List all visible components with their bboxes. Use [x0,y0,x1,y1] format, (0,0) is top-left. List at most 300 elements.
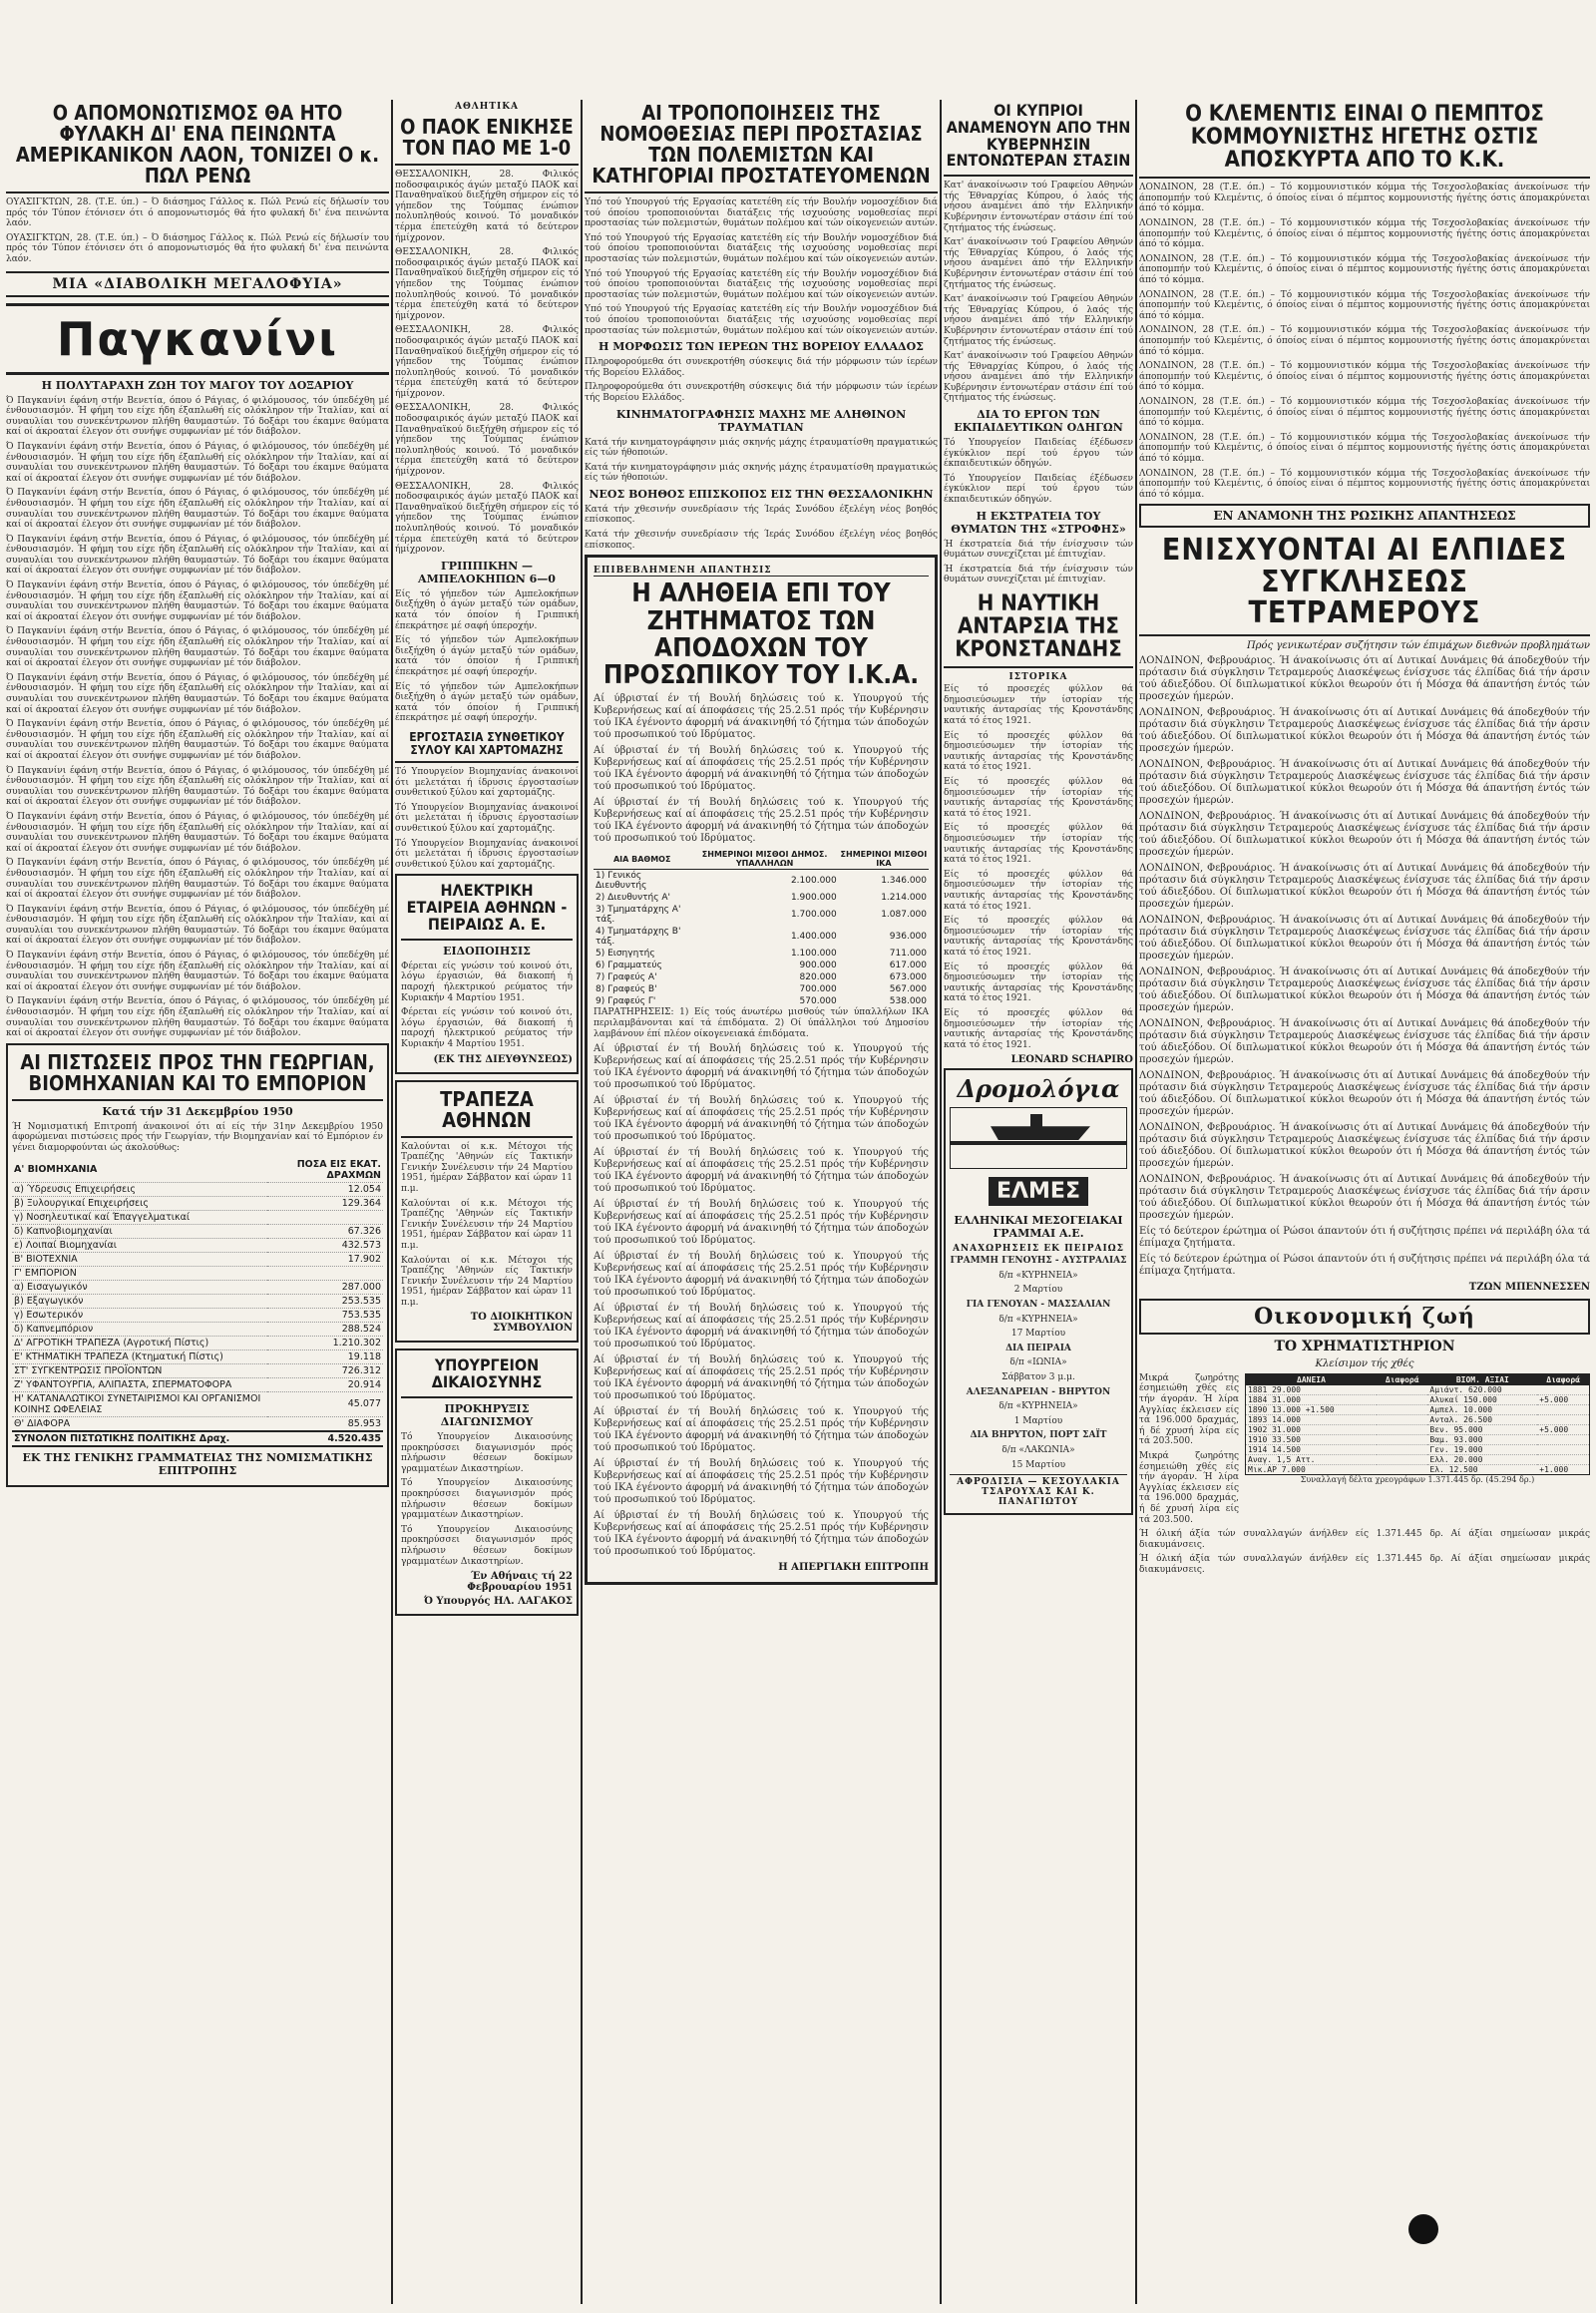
market-cell [1537,1444,1589,1454]
wage-value: 1.700.000 [790,910,837,921]
table-row [12,1391,383,1416]
column-rule [940,100,942,2304]
table-row [1246,1434,1590,1444]
ika-text: Αί ύβρισταί έν τή Βουλή δηλώσεις τού κ. Υπουργού τής Κυβερνήσεως καί αί άποφάσεις τής 25.2.51 πρός τήν Κυβέρνησιν τού ΙΚΑ έγένοντο άφορμή νά άνακινηθή τό ζήτημα τών άποδοχών τού προσωπικού τού Ιδρύματος. [594,1354,929,1402]
wage-value: 673.000 [889,972,927,983]
sailing-ship: δ/π «ΚΥΡΗΝΕΙΑ» [998,1270,1078,1281]
table-row [594,892,929,904]
article-text-paganini: Ό Παγκανίνι έφάνη στήν Βενετία, όπου ό Ράγιας, ό φιλόμουσος, τόν ύπεδέχθη μέ ένθουσιασμόν. Ή φήμη του είχε ήδη έξαπλωθή είς ολόκληρον τήν Ίταλίαν, καί αί συναυλίαι του συνεκέντρωνον πλήθη θαυμαστών. Τό δοξάρι του έκαμνε θαύματα καί οί άκροαταί έλεγον ότι συνήψε συμφωνίαν μέ τόν διάβολον. [6,534,389,577]
ika-text: Αί ύβρισταί έν τή Βουλή δηλώσεις τού κ. Υπουργού τής Κυβερνήσεως καί αί άποφάσεις τής 25.2.51 πρός τήν Κυβέρνησιν τού ΙΚΑ έγένοντο άφορμή νά άνακινηθή τό ζήτημα τών άποδοχών τού προσωπικού τού Ιδρύματος. [594,1251,929,1299]
market-cell: Αναγ. 1,5 Αττ. [1246,1454,1377,1464]
ship-icon [950,1107,1127,1169]
kronstadt-kicker: ΙΣΤΟΡΙΚΑ [1008,672,1068,683]
market-cell: 1910 33.500 [1246,1434,1377,1444]
guides-text: Τό Υπουργείον Παιδείας έξέδωσεν έγκύκλιον περί τού έργου τών έκπαιδευτικών όδηγών. [944,473,1133,506]
electric-text: Φέρεται είς γνώσιν τού κοινού ότι, λόγω έργασιών, θά διακοπή ή παροχή ήλεκτρικού ρεύματος τήν Κυριακήν 4 Μαρτίου 1951. [401,1007,573,1049]
top-margin [0,0,1596,92]
market-cell: 1893 14.000 [1246,1414,1377,1424]
article-text-paganini: Ό Παγκανίνι έφάνη στήν Βενετία, όπου ό Ράγιας, ό φιλόμουσος, τόν ύπεδέχθη μέ ένθουσιασμόν. Ή φήμη του είχε ήδη έξαπλωθή είς ολόκληρον τήν Ίταλίαν, καί αί συναυλίαι του συνεκέντρωνον πλήθη θαυμαστών. Τό δοξάρι του έκαμνε θαύματα καί οί άκροαταί έλεγον ότι συνήψε συμφωνίαν μέ τόν διάβολον. [6,395,389,438]
campaign-text: Ή έκστρατεία διά τήν ένίσχυσιν τών θυμάτων συνεχίζεται μέ έπιτυχίαν. [944,564,1133,585]
table-row [12,1377,383,1391]
wage-grade: 9) Γραφεύς Γ' [596,996,656,1007]
kronstadt-text: Είς τό προσεχές φύλλον θά δημοσιεύσωμεν τήν ίστορίαν τής ναυτικής άνταρσίας τής Κρονστάνδης κατά τό έτος 1921. [944,962,1133,1004]
ship-stack-icon [1030,1114,1042,1128]
conference-text: ΛΟΝΔΙΝΟΝ, Φεβρουάριος. Ή άνακοίνωσις ότι αί Δυτικαί Δυνάμεις θά άποδεχθούν τήν πρότασιν διά σύγκλησιν Τετραμερούς Διασκέψεως ένίσχυσε τάς έλπίδας διά τήν άρσιν τού άδιεξόδου. Οί διπλωματικοί κύκλοι θεωρούν ότι ή Μόσχα θά άπαντήση έντός τών προσεχών ήμερών. [1139,862,1590,910]
credit-table [12,1158,383,1447]
credit-footer: ΕΚ ΤΗΣ ΓΕΝΙΚΗΣ ΓΡΑΜΜΑΤΕΙΑΣ ΤΗΣ ΝΟΜΙΣΜΑΤΙΚΗΣ ΕΠΙΤΡΟΠΗΣ [22,1450,373,1477]
credit-col-b: ΠΟΣΑ ΕΙΣ ΕΚΑΤ. ΔΡΑΧΜΩΝ [267,1158,383,1183]
market-header: ΔΑΝΕΙΑ [1246,1373,1377,1385]
table-row [594,995,929,1007]
table-row [12,1349,383,1363]
credit-row-label: Η' ΚΑΤΑΝΑΛΩΤΙΚΟΙ ΣΥΝΕΤΑΙΡΙΣΜΟΙ ΚΑΙ ΟΡΓΑΝΙΣΜΟΙ ΚΟΙΝΗΣ ΩΦΕΛΕΙΑΣ [12,1391,267,1416]
credit-row-label: α) Εισαγωγικόν [12,1280,267,1294]
wage-grade: 6) Γραμματεύς [596,961,662,971]
wage-value: 820.000 [799,972,837,983]
clementis-text: ΛΟΝΔΙΝΟΝ, 28 (Τ.Ε. όπ.) – Τό κομμουνιστικόν κόμμα τής Τσεχοσλοβακίας άνεκοίνωσε τήν άποπομπήν τού Κλεμέντις, ό όποίος είναι ό πέμπτος κομμουνιστής ήγέτης όστις άπομακρύνεται άπό τό κόμμα. [1139,396,1590,429]
credit-row-value: 17.902 [267,1252,383,1266]
ika-text: Αί ύβρισταί έν τή Βουλή δηλώσεις τού κ. Υπουργού τής Κυβερνήσεως καί αί άποφάσεις τής 25.2.51 πρός τήν Κυβέρνησιν τού ΙΚΑ έγένοντο άφορμή νά άνακινηθή τό ζήτημα τών άποδοχών τού προσωπικού τού Ιδρύματος. [594,693,929,741]
credit-date: Κατά τήν 31 Δεκεμβρίου 1950 [102,1104,293,1118]
wage-value: 711.000 [889,949,927,960]
conference-subtitle: Πρός γενικωτέραν συζήτησιν τών έπιμάχων διεθνών προβλημάτων [1246,639,1590,651]
market-cell [1377,1394,1427,1404]
conference-text: ΛΟΝΔΙΝΟΝ, Φεβρουάριος. Ή άνακοίνωσις ότι αί Δυτικαί Δυνάμεις θά άποδεχθούν τήν πρότασιν διά σύγκλησιν Τετραμερούς Διασκέψεως ένίσχυσε τάς έλπίδας διά τήν άρσιν τού άδιεξόδου. Οί διπλωματικοί κύκλοι θεωρούν ότι ή Μόσχα θά άπαντήση έντός τών προσεχών ήμερών. [1139,965,1590,1013]
ika-wage-table [594,849,929,1007]
elmes-company-name: ΕΛΛΗΝΙΚΑΙ ΜΕΣΟΓΕΙΑΚΑΙ ΓΡΑΜΜΑΙ Α.Ε. [954,1214,1123,1241]
ika-text: Αί ύβρισταί έν τή Βουλή δηλώσεις τού κ. Υπουργού τής Κυβερνήσεως καί αί άποφάσεις τής 25.2.51 πρός τήν Κυβέρνησιν τού ΙΚΑ έγένοντο άφορμή νά άνακινηθή τό ζήτημα τών άποδοχών τού προσωπικού τού Ιδρύματος. [594,1147,929,1195]
market-cell [1377,1464,1427,1474]
ika-notice [585,555,938,1585]
credit-row-value: 12.054 [267,1182,383,1196]
market-header: ΒΙΟΜ. ΑΞΙΑΙ [1427,1373,1537,1385]
sailing-date: 2 Μαρτίου [1013,1285,1063,1296]
market-cell [1537,1434,1589,1444]
kronstadt-text: Είς τό προσεχές φύλλον θά δημοσιεύσωμεν τήν ίστορίαν τής ναυτικής άνταρσίας τής Κρονστάνδης κατά τό έτος 1921. [944,823,1133,866]
subheadline-paganini: Η ΠΟΛΥΤΑΡΑΧΗ ΖΩΗ ΤΟΥ ΜΑΓΟΥ ΤΟΥ ΔΟΞΑΡΙΟΥ [41,378,354,392]
table-row [1246,1424,1590,1434]
electric-signature: (ΕΚ ΤΗΣ ΔΙΕΥΘΥΝΣΕΩΣ) [433,1053,573,1065]
conference-text: ΛΟΝΔΙΝΟΝ, Φεβρουάριος. Ή άνακοίνωσις ότι αί Δυτικαί Δυνάμεις θά άποδεχθούν τήν πρότασιν διά σύγκλησιν Τετραμερούς Διασκέψεως ένίσχυσε τάς έλπίδας διά τήν άρσιν τού άδιεξόδου. Οί διπλωματικοί κύκλοι θεωρούν ότι ή Μόσχα θά άπαντήση έντός τών προσεχών ήμερών. [1139,758,1590,806]
market-cell: Αμιάντ. 620.000 [1427,1385,1537,1395]
factory-headline: ΕΡΓΟΣΤΑΣΙΑ ΣΥΝΘΕΤΙΚΟΥ ΣΥΛΟΥ ΚΑΙ ΧΑΡΤΟΜΑΖΗΣ [395,728,579,763]
kronstadt-headline: Η ΝΑΥΤΙΚΗ ΑΝΤΑΡΣΙΑ ΤΗΣ ΚΡΟΝΣΤΑΝΔΗΣ [944,589,1133,668]
article-text-renaud: ΟΥΑΣΙΓΚΤΩΝ, 28. (Τ.Ε. ύπ.) – Ό διάσημος Γάλλος κ. Πώλ Ρενώ είς δήλωσίν του πρός τόν Τύπον έτόνισεν ότι ό απομονωτισμός θά ήτο φυλακή δι' ένα πεινώντα λαόν. [6,197,389,229]
credit-row-value: 432.573 [267,1238,383,1252]
economy-title: Οικονομική ζωή [1139,1299,1590,1335]
sailing-ship: δ/π «ΚΥΡΗΝΕΙΑ» [998,1314,1078,1325]
market-text: Μικρά ζωηρότης έσημειώθη χθές είς τήν άγοράν. Ή λίρα Αγγλίας έκλεισεν είς τά 196.000 δραχμάς, ή δέ χρυσή λίρα είς τά 203.500. [1139,1372,1239,1447]
market-cell: 1914 14.500 [1246,1444,1377,1454]
sports-text: ΘΕΣΣΑΛΟΝΙΚΗ, 28. Φιλικός ποδοσφαιρικός άγών μεταξύ ΠΑΟΚ καί Παναθηναϊκού διεξήχθη σήμερον είς τό γήπεδον της Τούμπας ένώπιον πολυπληθούς κοινού. Τό μοναδικόν τέρμα έπετεύχθη κατά τό δεύτερον ήμίχρονον. [395,403,579,478]
sailing-route: ΓΡΑΜΜΗ ΓΕΝΟΥΗΣ - ΑΥΣΤΡΑΛΙΑΣ [950,1256,1127,1267]
cyprus-text: Κατ' άνακοίνωσιν τού Γραφείου Αθηνών τής Έθναρχίας Κύπρου, ό λαός τής νήσου άναμένει άπό τήν Ελληνικήν Κυβέρνησιν έντονωτέραν στάσιν έπί τού ζητήματος τής ένώσεως. [944,181,1133,233]
wage-value: 1.900.000 [790,893,837,904]
factory-text: Τό Υπουργείον Βιομηχανίας άνακοινοί ότι μελετάται ή ίδρυσις έργοστασίων συνθετικού ξύλου καί χαρτομάζης. [395,767,579,799]
sports-text: ΘΕΣΣΑΛΟΝΙΚΗ, 28. Φιλικός ποδοσφαιρικός άγών μεταξύ ΠΑΟΚ καί Παναθηναϊκού διεξήχθη σήμερον είς τό γήπεδον της Τούμπας ένώπιον πολυπληθούς κοινού. Τό μοναδικόν τέρμα έπετεύχθη κατά τό δεύτερον ήμίχρονον. [395,247,579,321]
campaign-text: Ή έκστρατεία διά τήν ένίσχυσιν τών θυμάτων συνεχίζεται μέ έπιτυχίαν. [944,539,1133,561]
kronstadt-text: Είς τό προσεχές φύλλον θά δημοσιεύσωμεν τήν ίστορίαν τής ναυτικής άνταρσίας τής Κρονστάνδης κατά τό έτος 1921. [944,1007,1133,1050]
table-row [594,960,929,971]
credit-col-a: Α' ΒΙΟΜΗΧΑΝΙΑ [12,1158,267,1183]
bank-headline: ΤΡΑΠΕΖΑ ΑΘΗΝΩΝ [401,1086,573,1138]
table-row [12,1182,383,1196]
conference-text: ΛΟΝΔΙΝΟΝ, Φεβρουάριος. Ή άνακοίνωσις ότι αί Δυτικαί Δυνάμεις θά άποδεχθούν τήν πρότασιν διά σύγκλησιν Τετραμερούς Διασκέψεως ένίσχυσε τάς έλπίδας διά τήν άρσιν τού άδιεξόδου. Οί διπλωματικοί κύκλοι θεωρούν ότι ή Μόσχα θά άπαντήση έντός τών προσεχών ήμερών. [1139,1173,1590,1221]
ship-hull-icon [991,1126,1090,1140]
sailings-title: ΑΝΑΧΩΡΗΣΕΙΣ ΕΚ ΠΕΙΡΑΙΩΣ [952,1244,1125,1255]
guides-headline: ΔΙΑ ΤΟ ΕΡΓΟΝ ΤΩΝ ΕΚΠΑΙΔΕΥΤΙΚΩΝ ΟΔΗΓΩΝ [954,408,1123,435]
table-row [594,870,929,893]
table-row [12,1322,383,1336]
sailing-route: ΔΙΑ ΒΗΡΥΤΟΝ, ΠΟΡΤ ΣΑΪΤ [970,1430,1107,1441]
table-row [12,1210,383,1224]
dromologia-title: Δρομολόγια [957,1074,1120,1104]
veterans-text: Υπό τού Υπουργού τής Εργασίας κατετέθη είς τήν Βουλήν νομοσχέδιον διά τού όποίου τροποποιούνται διατάξεις τής ισχυούσης νομοθεσίας περί προστασίας τών πολεμιστών, θυμάτων πολέμου καί τών οίκογενειών αυτών. [585,197,938,229]
elmes-logo: ΕΛΜΕΣ [989,1177,1088,1206]
market-cell: Ελλ. 20.000 [1427,1454,1537,1464]
electric-sub: ΕΙΔΟΠΟΙΗΣΙΣ [443,944,531,958]
article-text-paganini: Ό Παγκανίνι έφάνη στήν Βενετία, όπου ό Ράγιας, ό φιλόμουσος, τόν ύπεδέχθη μέ ένθουσιασμόν. Ή φήμη του είχε ήδη έξαπλωθή είς ολόκληρον τήν Ίταλίαν, καί αί συναυλίαι του συνεκέντρωνον πλήθη θαυμαστών. Τό δοξάρι του έκαμνε θαύματα καί οί άκροαταί έλεγον ότι συνήψε συμφωνίαν μέ τόν διάβολον. [6,951,389,992]
market-cell: +5.000 [1537,1424,1589,1434]
sports-sub-text: Είς τό γήπεδον τών Αμπελοκήπων διεξήχθη ό άγών μεταξύ τών ομάδων, κατά τόν όποίον ή Γριππική έπεκράτησε μέ σαφή ύπεροχήν. [395,681,579,724]
market-note: Συναλλαγή δέλτα χρεογράφων 1.371.445 δρ. (45.294 δρ.) [1300,1474,1535,1484]
justice-sub: ΠΡΟΚΗΡΥΞΙΣ ΔΙΑΓΩΝΙΣΜΟΥ [440,1402,534,1429]
market-cell [1377,1404,1427,1414]
market-cell: Γεν. 19.000 [1427,1444,1537,1454]
sailing-route: ΔΙΑ ΠΕΙΡΑΙΑ [1005,1343,1071,1353]
priests-headline: Η ΜΟΡΦΩΣΙΣ ΤΩΝ ΙΕΡΕΩΝ ΤΗΣ ΒΟΡΕΙΟΥ ΕΛΛΑΔΟΣ [598,340,924,354]
credit-row-label: δ) Καπνοβιομηχανίαι [12,1224,267,1238]
russia-kicker: ΕΝ ΑΝΑΜΟΝΗ ΤΗΣ ΡΩΣΙΚΗΣ ΑΠΑΝΤΗΣΕΩΣ [1139,504,1590,528]
electric-headline: ΗΛΕΚΤΡΙΚΗ ΕΤΑΙΡΕΙΑ ΑΘΗΝΩΝ - ΠΕΙΡΑΙΩΣ Α. Ε. [401,880,573,940]
priests-text: Πληροφορούμεθα ότι συνεκροτήθη σύσκεψις διά τήν μόρφωσιν τών ίερέων τής Βορείου Ελλάδος. [585,382,938,403]
clementis-text: ΛΟΝΔΙΝΟΝ, 28 (Τ.Ε. όπ.) – Τό κομμουνιστικόν κόμμα τής Τσεχοσλοβακίας άνεκοίνωσε τήν άποπομπήν τού Κλεμέντις, ό όποίος είναι ό πέμπτος κομμουνιστής ήγέτης όστις άπομακρύνεται άπό τό κόμμα. [1139,183,1590,214]
clementis-text: ΛΟΝΔΙΝΟΝ, 28 (Τ.Ε. όπ.) – Τό κομμουνιστικόν κόμμα τής Τσεχοσλοβακίας άνεκοίνωσε τήν άποπομπήν τού Κλεμέντις, ό όποίος είναι ό πέμπτος κομμουνιστής ήγέτης όστις άπομακρύνεται άπό τό κόμμα. [1139,361,1590,393]
guides-text: Τό Υπουργείον Παιδείας έξέδωσεν έγκύκλιον περί τού έργου τών έκπαιδευτικών όδηγών. [944,438,1133,470]
ika-text: Αί ύβρισταί έν τή Βουλή δηλώσεις τού κ. Υπουργού τής Κυβερνήσεως καί αί άποφάσεις τής 25.2.51 πρός τήν Κυβέρνησιν τού ΙΚΑ έγένοντο άφορμή νά άνακινηθή τό ζήτημα τών άποδοχών τού προσωπικού τού Ιδρύματος. [594,1199,929,1247]
market-cell [1537,1414,1589,1424]
wage-value: 900.000 [799,961,837,971]
table-row [12,1252,383,1266]
article-text-paganini: Ό Παγκανίνι έφάνη στήν Βενετία, όπου ό Ράγιας, ό φιλόμουσος, τόν ύπεδέχθη μέ ένθουσιασμόν. Ή φήμη του είχε ήδη έξαπλωθή είς ολόκληρον τήν Ίταλίαν, καί αί συναυλίαι του συνεκέντρωνον πλήθη θαυμαστών. Τό δοξάρι του έκαμνε θαύματα καί οί άκροαταί έλεγον ότι συνήψε συμφωνίαν μέ τόν διάβολον. [6,719,389,761]
justice-date: Έν Αθήναις τή 22 Φεβρουαρίου 1951 [467,1571,573,1594]
credit-row-value: 726.312 [267,1363,383,1377]
article-text-paganini: Ό Παγκανίνι έφάνη στήν Βενετία, όπου ό Ράγιας, ό φιλόμουσος, τόν ύπεδέχθη μέ ένθουσιασμόν. Ή φήμη του είχε ήδη έξαπλωθή είς ολόκληρον τήν Ίταλίαν, καί αί συναυλίαι του συνεκέντρωνον πλήθη θαυμαστών. Τό δοξάρι του έκαμνε θαύματα καί οί άκροαταί έλεγον ότι συνήψε συμφωνίαν μέ τόν διάβολον. [6,996,389,1039]
credit-row-label: Θ' ΔΙΑΦΟΡΑ [12,1416,267,1431]
table-row [594,948,929,960]
credit-total-label: ΣΥΝΟΛΟΝ ΠΙΣΤΩΤΙΚΗΣ ΠΟΛΙΤΙΚΗΣ Δραχ. [12,1431,267,1446]
veterans-headline: ΑΙ ΤΡΟΠΟΠΟΙΗΣΕΙΣ ΤΗΣ ΝΟΜΟΘΕΣΙΑΣ ΠΕΡΙ ΠΡΟΣΤΑΣΙΑΣ ΤΩΝ ΠΟΛΕΜΙΣΤΩΝ ΚΑΙ ΚΑΤΗΓΟΡΙΑΙ ΠΡΟΣΤΑΤΕΥΟΜΕΝΩΝ [585,100,938,193]
credit-row-value [267,1210,383,1224]
sports-sub-text: Είς τό γήπεδον τών Αμπελοκήπων διεξήχθη ό άγών μεταξύ τών ομάδων, κατά τόν όποίον ή Γριππική έπεκράτησε μέ σαφή ύπεροχήν. [395,635,579,677]
bank-text: Καλούνται οί κ.κ. Μέτοχοι τής Τραπέζης 'Αθηνών είς Τακτικήν Γενικήν Συνέλευσιν τήν 24 Μαρτίου 1951, ήμέραν Σάββατον καί ώραν 11 π.μ. [401,1141,573,1194]
article-text-paganini: Ό Παγκανίνι έφάνη στήν Βενετία, όπου ό Ράγιας, ό φιλόμουσος, τόν ύπεδέχθη μέ ένθουσιασμόν. Ή φήμη του είχε ήδη έξαπλωθή είς ολόκληρον τήν Ίταλίαν, καί αί συναυλίαι του συνεκέντρωνον πλήθη θαυμαστών. Τό δοξάρι του έκαμνε θαύματα καί οί άκροαταί έλεγον ότι συνήψε συμφωνίαν μέ τόν διάβολον. [6,441,389,484]
wage-header: ΣΗΜΕΡΙΝΟΙ ΜΙΣΘΟΙ ΙΚΑ [840,850,928,869]
wage-value: 936.000 [889,932,927,943]
wage-grade: 8) Γραφεύς Β' [596,984,657,995]
ika-text: Αί ύβρισταί έν τή Βουλή δηλώσεις τού κ. Υπουργού τής Κυβερνήσεως καί αί άποφάσεις τής 25.2.51 πρός τήν Κυβέρνησιν τού ΙΚΑ έγένοντο άφορμή νά άνακινηθή τό ζήτημα τών άποδοχών τού προσωπικού τού Ιδρύματος. [594,1458,929,1506]
wage-grade: 3) Τμηματάρχης Α' τάξ. [596,905,681,926]
shipping-ad [944,1068,1133,1515]
ika-headline: Η ΑΛΗΘΕΙΑ ΕΠΙ ΤΟΥ ΖΗΤΗΜΑΤΟΣ ΤΩΝ ΑΠΟΔΟΧΩΝ ΤΟΥ ΠΡΟΣΩΠΙΚΟΥ ΤΟΥ Ι.Κ.Α. [602,578,920,691]
table-row [12,1416,383,1431]
credit-row-value [267,1266,383,1280]
bank-text: Καλούνται οί κ.κ. Μέτοχοι τής Τραπέζης 'Αθηνών είς Τακτικήν Γενικήν Συνέλευσιν τήν 24 Μαρτίου 1951, ήμέραν Σάββατον καί ώραν 11 π.μ. [401,1255,573,1308]
kronstadt-text: Είς τό προσεχές φύλλον θά δημοσιεύσωμεν τήν ίστορίαν τής ναυτικής άνταρσίας τής Κρονστάνδης κατά τό έτος 1921. [944,916,1133,958]
table-row [12,1280,383,1294]
sports-text: ΘΕΣΣΑΛΟΝΙΚΗ, 28. Φιλικός ποδοσφαιρικός άγών μεταξύ ΠΑΟΚ καί Παναθηναϊκού διεξήχθη σήμερον είς τό γήπεδον της Τούμπας ένώπιον πολυπληθούς κοινού. Τό μοναδικόν τέρμα έπετεύχθη κατά τό δεύτερον ήμίχρονον. [395,170,579,243]
market-cell [1537,1385,1589,1395]
table-row [1246,1414,1590,1424]
conference-text: ΛΟΝΔΙΝΟΝ, Φεβρουάριος. Ή άνακοίνωσις ότι αί Δυτικαί Δυνάμεις θά άποδεχθούν τήν πρότασιν διά σύγκλησιν Τετραμερούς Διασκέψεως ένίσχυσε τάς έλπίδας διά τήν άρσιν τού άδιεξόδου. Οί διπλωματικοί κύκλοι θεωρούν ότι ή Μόσχα θά άπαντήση έντός τών προσεχών ήμερών. [1139,654,1590,702]
wage-header: ΣΗΜΕΡΙΝΟΙ ΜΙΣΘΟΙ ΔΗΜΟΣ. ΥΠΑΛΛΗΛΩΝ [690,849,838,870]
table-row [1246,1464,1590,1474]
wage-value: 700.000 [799,984,837,995]
clementis-text: ΛΟΝΔΙΝΟΝ, 28 (Τ.Ε. όπ.) – Τό κομμουνιστικόν κόμμα τής Τσεχοσλοβακίας άνεκοίνωσε τήν άποπομπήν τού Κλεμέντις, ό όποίος είναι ό πέμπτος κομμουνιστής ήγέτης όστις άπομακρύνεται άπό τό κόμμα. [1139,468,1590,500]
column-1 [6,100,389,1493]
justice-text: Τό Υπουργείον Δικαιοσύνης προκηρύσσει διαγωνισμόν πρός πλήρωσιν θέσεων δοκίμων γραμματέων Δικαστηρίων. [401,1478,573,1521]
electric-notice [395,874,579,1073]
sailing-date: 15 Μαρτίου [1010,1459,1066,1470]
column-rule [1135,100,1137,2304]
priests-text: Πληροφορούμεθα ότι συνεκροτήθη σύσκεψις διά τήν μόρφωσιν τών ίερέων τής Βορείου Ελλάδος. [585,357,938,378]
sailing-route: ΓΙΑ ΓΕΝΟΥΑΝ - ΜΑΣΣΑΛΙΑΝ [966,1300,1111,1311]
electric-text: Φέρεται είς γνώσιν τού κοινού ότι, λόγω έργασιών, θά διακοπή ή παροχή ήλεκτρικού ρεύματος τήν Κυριακήν 4 Μαρτίου 1951. [401,961,573,1003]
bank-signature: ΤΟ ΔΙΟΙΚΗΤΙΚΟΝ ΣΥΜΒΟΥΛΙΟΝ [470,1312,573,1335]
cyprus-text: Κατ' άνακοίνωσιν τού Γραφείου Αθηνών τής Έθναρχίας Κύπρου, ό λαός τής νήσου άναμένει άπό τήν Ελληνικήν Κυβέρνησιν έντονωτέραν στάσιν έπί τού ζητήματος τής ένώσεως. [944,237,1133,290]
conference-text: Είς τό δεύτερον έρώτημα οί Ρώσοι άπαντούν ότι ή συζήτησις πρέπει νά περιλάβη όλα τά έπίμαχα ζητήματα. [1139,1253,1590,1277]
market-cell: Ανταλ. 26.500 [1427,1414,1537,1424]
factory-text: Τό Υπουργείον Βιομηχανίας άνακοινοί ότι μελετάται ή ίδρυσις έργοστασίων συνθετικού ξύλου καί χαρτομάζης. [395,802,579,835]
sports-kicker: ΑΘΛΗΤΙΚΑ [454,102,520,112]
factory-text: Τό Υπουργείον Βιομηχανίας άνακοινοί ότι μελετάται ή ίδρυσις έργοστασίων συνθετικού ξύλου καί χαρτομάζης. [395,838,579,870]
credit-row-value: 287.000 [267,1280,383,1294]
sailing-date: 17 Μαρτίου [1010,1329,1066,1340]
market-cell: Βεν. 95.000 [1427,1424,1537,1434]
sports-sub-headline: ΓΡΙΠΠΙΚΗΝ — ΑΜΠΕΛΟΚΗΠΩΝ 6—0 [418,559,556,585]
bank-notice [395,1080,579,1344]
conference-text: ΛΟΝΔΙΝΟΝ, Φεβρουάριος. Ή άνακοίνωσις ότι αί Δυτικαί Δυνάμεις θά άποδεχθούν τήν πρότασιν διά σύγκλησιν Τετραμερούς Διασκέψεως ένίσχυσε τάς έλπίδας διά τήν άρσιν τού άδιεξόδου. Οί διπλωματικοί κύκλοι θεωρούν ότι ή Μόσχα θά άπαντήση έντός τών προσεχών ήμερών. [1139,914,1590,962]
stock-exchange-kicker: Κλείσιμον τής χθές [1315,1357,1414,1369]
clementis-text: ΛΟΝΔΙΝΟΝ, 28 (Τ.Ε. όπ.) – Τό κομμουνιστικόν κόμμα τής Τσεχοσλοβακίας άνεκοίνωσε τήν άποπομπήν τού Κλεμέντις, ό όποίος είναι ό πέμπτος κομμουνιστής ήγέτης όστις άπομακρύνεται άπό τό κόμμα. [1139,253,1590,286]
sports-sub-text: Είς τό γήπεδον τών Αμπελοκήπων διεξήχθη ό άγών μεταξύ τών ομάδων, κατά τόν όποίον ή Γριππική έπεκράτησε μέ σαφή ύπεροχήν. [395,588,579,631]
credit-row-label: δ) Καπνεμπόριον [12,1322,267,1336]
credit-row-label: Β' ΒΙΟΤΕΧΝΙΑ [12,1252,267,1266]
market-cell: Βαμ. 93.000 [1427,1434,1537,1444]
clementis-text: ΛΟΝΔΙΝΟΝ, 28 (Τ.Ε. όπ.) – Τό κομμουνιστικόν κόμμα τής Τσεχοσλοβακίας άνεκοίνωσε τήν άποπομπήν τού Κλεμέντις, ό όποίος είναι ό πέμπτος κομμουνιστής ήγέτης όστις άπομακρύνεται άπό τό κόμμα. [1139,218,1590,250]
article-text-paganini: Ό Παγκανίνι έφάνη στήν Βενετία, όπου ό Ράγιας, ό φιλόμουσος, τόν ύπεδέχθη μέ ένθουσιασμόν. Ή φήμη του είχε ήδη έξαπλωθή είς ολόκληρον τήν Ίταλίαν, καί αί συναυλίαι του συνεκέντρωνον πλήθη θαυμαστών. Τό δοξάρι του έκαμνε θαύματα καί οί άκροαταί έλεγον ότι συνήψε συμφωνίαν μέ τόν διάβολον. [6,580,389,622]
credit-intro: Ή Νομισματική Επιτροπή άνακοινοί ότι αί είς τήν 31ην Δεκεμβρίου 1950 άφορώμεναι πιστώσεις πρός τήν Γεωργίαν, τήν Βιομηχανίαν καί τό Εμπόριον έν γένει διαμορφούνται ώς άκολούθως: [12,1121,383,1153]
article-text-renaud: ΟΥΑΣΙΓΚΤΩΝ, 28. (Τ.Ε. ύπ.) – Ό διάσημος Γάλλος κ. Πώλ Ρενώ είς δήλωσίν του πρός τόν Τύπον έτόνισεν ότι ό απομονωτισμός θά ήτο φυλακή δι' ένα πεινώντα λαόν. [6,232,389,264]
credit-row-label: Δ' ΑΓΡΟΤΙΚΗ ΤΡΑΠΕΖΑ (Αγροτική Πίστις) [12,1336,267,1349]
wage-value: 538.000 [889,996,927,1007]
ika-text: Αί ύβρισταί έν τή Βουλή δηλώσεις τού κ. Υπουργού τής Κυβερνήσεως καί αί άποφάσεις τής 25.2.51 πρός τήν Κυβέρνησιν τού ΙΚΑ έγένοντο άφορμή νά άνακινηθή τό ζήτημα τών άποδοχών τού προσωπικού τού Ιδρύματος. [594,745,929,793]
headline-paganini: Παγκανίνι [6,303,389,375]
sailing-ship: δ/π «ΛΑΚΩΝΙΑ» [1001,1445,1075,1455]
article-text-paganini: Ό Παγκανίνι έφάνη στήν Βενετία, όπου ό Ράγιας, ό φιλόμουσος, τόν ύπεδέχθη μέ ένθουσιασμόν. Ή φήμη του είχε ήδη έξαπλωθή είς ολόκληρον τήν Ίταλίαν, καί αί συναυλίαι του συνεκέντρωνον πλήθη θαυμαστών. Τό δοξάρι του έκαμνε θαύματα καί οί άκροαταί έλεγον ότι συνήψε συμφωνίαν μέ τόν διάβολον. [6,672,389,715]
credit-headline: ΑΙ ΠΙΣΤΩΣΕΙΣ ΠΡΟΣ ΤΗΝ ΓΕΩΡΓΙΑΝ, ΒΙΟΜΗΧΑΝΙΑΝ ΚΑΙ ΤΟ ΕΜΠΟΡΙΟΝ [12,1049,383,1101]
article-text-paganini: Ό Παγκανίνι έφάνη στήν Βενετία, όπου ό Ράγιας, ό φιλόμουσος, τόν ύπεδέχθη μέ ένθουσιασμόν. Ή φήμη του είχε ήδη έξαπλωθή είς ολόκληρον τήν Ίταλίαν, καί αί συναυλίαι του συνεκέντρωνον πλήθη θαυμαστών. Τό δοξάρι του έκαμνε θαύματα καί οί άκροαταί έλεγον ότι συνήψε συμφωνίαν μέ τόν διάβολον. [6,626,389,669]
credit-row-value: 85.953 [267,1416,383,1431]
column-rule [391,100,393,2304]
article-text-paganini: Ό Παγκανίνι έφάνη στήν Βενετία, όπου ό Ράγιας, ό φιλόμουσος, τόν ύπεδέχθη μέ ένθουσιασμόν. Ή φήμη του είχε ήδη έξαπλωθή είς ολόκληρον τήν Ίταλίαν, καί αί συναυλίαι του συνεκέντρωνον πλήθη θαυμαστών. Τό δοξάρι του έκαμνε θαύματα καί οί άκροαταί έλεγον ότι συνήψε συμφωνίαν μέ τόν διάβολον. [6,811,389,854]
bank-text: Καλούνται οί κ.κ. Μέτοχοι τής Τραπέζης 'Αθηνών είς Τακτικήν Γενικήν Συνέλευσιν τήν 24 Μαρτίου 1951, ήμέραν Σάββατον καί ώραν 11 π.μ. [401,1198,573,1251]
justice-text: Τό Υπουργείον Δικαιοσύνης προκηρύσσει διαγωνισμόν πρός πλήρωσιν θέσεων δοκίμων γραμματέων Δικαστηρίων. [401,1432,573,1474]
cyprus-text: Κατ' άνακοίνωσιν τού Γραφείου Αθηνών τής Έθναρχίας Κύπρου, ό λαός τής νήσου άναμένει άπό τήν Ελληνικήν Κυβέρνησιν έντονωτέραν στάσιν έπί τού ζητήματος τής ένώσεως. [944,351,1133,404]
table-row [594,971,929,983]
conference-text: Είς τό δεύτερον έρώτημα οί Ρώσοι άπαντούν ότι ή συζήτησις πρέπει νά περιλάβη όλα τά έπίμαχα ζητήματα. [1139,1225,1590,1249]
table-row [1246,1444,1590,1454]
market-cell: +5.000 [1537,1394,1589,1404]
bishop-text: Κατά τήν χθεσινήν συνεδρίασιν τής Ίεράς Συνόδου έξελέγη νέος βοηθός επίσκοπος. [585,504,938,526]
table-row [12,1196,383,1210]
market-commentary [1139,1373,1239,1529]
wage-value: 617.000 [889,961,927,971]
market-header: Διαφορά [1377,1373,1427,1385]
sports-headline: Ο ΠΑΟΚ ΕΝΙΚΗΣΕ ΤΟΝ ΠΑΟ ΜΕ 1-0 [395,114,579,166]
column-2 [395,100,579,1622]
sailing-ship: δ/π «ΙΩΝΙΑ» [1009,1357,1067,1368]
credit-row-value: 45.077 [267,1391,383,1416]
credit-row-label: Ε' ΚΤΗΜΑΤΙΚΗ ΤΡΑΠΕΖΑ (Κτηματική Πίστις) [12,1349,267,1363]
credit-row-label: ΣΤ' ΣΥΓΚΕΝΤΡΩΣΙΣ ΠΡΟΪΟΝΤΩΝ [12,1363,267,1377]
veterans-text: Υπό τού Υπουργού τής Εργασίας κατετέθη είς τήν Βουλήν νομοσχέδιον διά τού όποίου τροποποιούνται διατάξεις τής ισχυούσης νομοθεσίας περί προστασίας τών πολεμιστών, θυμάτων πολέμου καί τών οίκογενειών αυτών. [585,232,938,264]
credit-row-label: Γ' ΕΜΠΟΡΙΟΝ [12,1266,267,1280]
section-title-paganini: ΜΙΑ «ΔΙΑΒΟΛΙΚΗ ΜΕΓΑΛΟΦΥΙΑ» [6,271,389,297]
table-row [12,1363,383,1377]
wage-grade: 7) Γραφεύς Α' [596,972,657,983]
ika-text: Αί ύβρισταί έν τή Βουλή δηλώσεις τού κ. Υπουργού τής Κυβερνήσεως καί αί άποφάσεις τής 25.2.51 πρός τήν Κυβέρνησιν τού ΙΚΑ έγένοντο άφορμή νά άνακινηθή τό ζήτημα τών άποδοχών τού προσωπικού τού Ιδρύματος. [594,1303,929,1350]
sailing-route: ΑΛΕΞΑΝΔΡΕΙΑΝ - ΒΗΡΥΤΟΝ [966,1386,1111,1397]
article-text-paganini: Ό Παγκανίνι έφάνη στήν Βενετία, όπου ό Ράγιας, ό φιλόμουσος, τόν ύπεδέχθη μέ ένθουσιασμόν. Ή φήμη του είχε ήδη έξαπλωθή είς ολόκληρον τήν Ίταλίαν, καί αί συναυλίαι του συνεκέντρωνον πλήθη θαυμαστών. Τό δοξάρι του έκαμνε θαύματα καί οί άκροαταί έλεγον ότι συνήψε συμφωνίαν μέ τόν διάβολον. [6,765,389,808]
wage-header: ΑΙΑ ΒΑΘΜΟΣ [594,849,690,870]
cyprus-text: Κατ' άνακοίνωσιν τού Γραφείου Αθηνών τής Έθναρχίας Κύπρου, ό λαός τής νήσου άναμένει άπό τήν Ελληνικήν Κυβέρνησιν έντονωτέραν στάσιν έπί τού ζητήματος τής ένώσεως. [944,294,1133,347]
article-headline-renaud: Ο ΑΠΟΜΟΝΩΤΙΣΜΟΣ ΘΑ ΗΤΟ ΦΥΛΑΚΗ ΔΙ' ΕΝΑ ΠΕΙΝΩΝΤΑ ΑΜΕΡΙΚΑΝΙΚΟΝ ΛΑΟΝ, ΤΟΝΙΖΕΙ Ο κ. ΠΩΛ ΡΕΝΩ [6,100,389,193]
table-row [12,1266,383,1280]
article-text-paganini: Ό Παγκανίνι έφάνη στήν Βενετία, όπου ό Ράγιας, ό φιλόμουσος, τόν ύπεδέχθη μέ ένθουσιασμόν. Ή φήμη του είχε ήδη έξαπλωθή είς ολόκληρον τήν Ίταλίαν, καί αί συναυλίαι του συνεκέντρωνον πλήθη θαυμαστών. Τό δοξάρι του έκαμνε θαύματα καί οί άκροαταί έλεγον ότι συνήψε συμφωνίαν μέ τόν διάβολον. [6,488,389,531]
clementis-text: ΛΟΝΔΙΝΟΝ, 28 (Τ.Ε. όπ.) – Τό κομμουνιστικόν κόμμα τής Τσεχοσλοβακίας άνεκοίνωσε τήν άποπομπήν τού Κλεμέντις, ό όποίος είναι ό πέμπτος κομμουνιστής ήγέτης όστις άπομακρύνεται άπό τό κόμμα. [1139,432,1590,464]
ika-text: Αί ύβρισταί έν τή Βουλή δηλώσεις τού κ. Υπουργού τής Κυβερνήσεως καί αί άποφάσεις τής 25.2.51 πρός τήν Κυβέρνησιν τού ΙΚΑ έγένοντο άφορμή νά άνακινηθή τό ζήτημα τών άποδοχών τού προσωπικού τού Ιδρύματος. [594,1510,929,1558]
ika-text: Αί ύβρισταί έν τή Βουλή δηλώσεις τού κ. Υπουργού τής Κυβερνήσεως καί αί άποφάσεις τής 25.2.51 πρός τήν Κυβέρνησιν τού ΙΚΑ έγένοντο άφορμή νά άνακινηθή τό ζήτημα τών άποδοχών τού προσωπικού τού Ιδρύματος. [594,1406,929,1454]
kronstadt-text: Είς τό προσεχές φύλλον θά δημοσιεύσωμεν τήν ίστορίαν τής ναυτικής άνταρσίας τής Κρονστάνδης κατά τό έτος 1921. [944,684,1133,727]
market-cell [1377,1444,1427,1454]
table-row [594,904,929,926]
column-5 [1139,100,1590,1580]
credit-row-label: β) Εξαγωγικόν [12,1294,267,1308]
conference-headline: ΕΝΙΣΧΥΟΝΤΑΙ ΑΙ ΕΛΠΙΔΕΣ ΣΥΓΚΛΗΣΕΩΣ ΤΕΤΡΑΜΕΡΟΥΣ [1139,532,1590,636]
market-cell: Ελ. 12.500 [1427,1464,1537,1474]
market-cell: Αμπελ. 10.000 [1427,1404,1537,1414]
table-row [12,1224,383,1238]
sports-text: ΘΕΣΣΑΛΟΝΙΚΗ, 28. Φιλικός ποδοσφαιρικός άγών μεταξύ ΠΑΟΚ καί Παναθηναϊκού διεξήχθη σήμερον είς τό γήπεδον της Τούμπας ένώπιον πολυπληθούς κοινού. Τό μοναδικόν τέρμα έπετεύχθη κατά τό δεύτερον ήμίχρονον. [395,325,579,399]
conference-text: ΛΟΝΔΙΝΟΝ, Φεβρουάριος. Ή άνακοίνωσις ότι αί Δυτικαί Δυνάμεις θά άποδεχθούν τήν πρότασιν διά σύγκλησιν Τετραμερούς Διασκέψεως ένίσχυσε τάς έλπίδας διά τήν άρσιν τού άδιεξόδου. Οί διπλωματικοί κύκλοι θεωρούν ότι ή Μόσχα θά άπαντήση έντός τών προσεχών ήμερών. [1139,706,1590,754]
wage-value: 1.346.000 [881,876,927,887]
credit-row-value: 1.210.302 [267,1336,383,1349]
clementis-text: ΛΟΝΔΙΝΟΝ, 28 (Τ.Ε. όπ.) – Τό κομμουνιστικόν κόμμα τής Τσεχοσλοβακίας άνεκοίνωσε τήν άποπομπήν τού Κλεμέντις, ό όποίος είναι ό πέμπτος κομμουνιστής ήγέτης όστις άπομακρύνεται άπό τό κόμμα. [1139,325,1590,357]
market-cell: 1884 31.000 [1246,1394,1377,1404]
wage-grade: 4) Τμηματάρχης Β' τάξ. [596,927,681,948]
table-row [12,1308,383,1322]
conference-text: ΛΟΝΔΙΝΟΝ, Φεβρουάριος. Ή άνακοίνωσις ότι αί Δυτικαί Δυνάμεις θά άποδεχθούν τήν πρότασιν διά σύγκλησιν Τετραμερούς Διασκέψεως ένίσχυσε τάς έλπίδας διά τήν άρσιν τού άδιεξόδου. Οί διπλωματικοί κύκλοι θεωρούν ότι ή Μόσχα θά άπαντήση έντός τών προσεχών ήμερών. [1139,810,1590,858]
column-3 [585,100,938,1589]
credit-row-label: Ζ' ΥΦΑΝΤΟΥΡΓΙΑ, ΑΛΙΠΑΣΤΑ, ΣΠΕΡΜΑΤΟΦΟΡΑ [12,1377,267,1391]
ika-remarks: ΠΑΡΑΤΗΡΗΣΕΙΣ: 1) Είς τούς άνωτέρω μισθούς τών ύπαλλήλων ΙΚΑ περιλαμβάνονται καί τά έπιδόματα. 2) Οί ύπάλληλοι τού Δημοσίου λαμβάνουν έπί πλέον οίκογενειακά έπιδόματα. [594,1007,929,1039]
credit-row-label: α) Ύδρευσις Επιχειρήσεις [12,1182,267,1196]
bishop-headline: ΝΕΟΣ ΒΟΗΘΟΣ ΕΠΙΣΚΟΠΟΣ ΕΙΣ ΤΗΝ ΘΕΣΣΑΛΟΝΙΚΗΝ [589,487,934,501]
justice-notice [395,1349,579,1616]
table-row [12,1336,383,1349]
credit-row-value: 20.914 [267,1377,383,1391]
sports-text: ΘΕΣΣΑΛΟΝΙΚΗ, 28. Φιλικός ποδοσφαιρικός άγών μεταξύ ΠΑΟΚ καί Παναθηναϊκού διεξήχθη σήμερον είς τό γήπεδον της Τούμπας ένώπιον πολυπληθούς κοινού. Τό μοναδικόν τέρμα έπετεύχθη κατά τό δεύτερον ήμίχρονον. [395,481,579,556]
market-cell: 1890 13.000 +1.500 [1246,1404,1377,1414]
credit-row-value: 253.535 [267,1294,383,1308]
ika-text: Αί ύβρισταί έν τή Βουλή δηλώσεις τού κ. Υπουργού τής Κυβερνήσεως καί αί άποφάσεις τής 25.2.51 πρός τήν Κυβέρνησιν τού ΙΚΑ έγένοντο άφορμή νά άνακινηθή τό ζήτημα τών άποδοχών τού προσωπικού τού Ιδρύματος. [594,797,929,845]
sailing-ship: δ/π «ΚΥΡΗΝΕΙΑ» [998,1401,1078,1412]
clementis-headline: Ο ΚΛΕΜΕΝΤΙΣ ΕΙΝΑΙ Ο ΠΕΜΠΤΟΣ ΚΟΜΜΟΥΝΙΣΤΗΣ ΗΓΕΤΗΣ ΟΣΤΙΣ ΑΠΟΣΚΥΡΤΑ ΑΠΟ ΤΟ Κ.Κ. [1139,100,1590,179]
market-cell: Αλυκαί 150.000 [1427,1394,1537,1404]
market-table-wrap [1245,1373,1590,1529]
film-text: Κατά τήν κινηματογράφησιν μιάς σκηνής μάχης έτραυματίσθη πραγματικώς είς τών ήθοποιών. [585,462,938,484]
market-cell [1377,1414,1427,1424]
market-cell [1537,1404,1589,1414]
credit-row-value: 67.326 [267,1224,383,1238]
veterans-text: Υπό τού Υπουργού τής Εργασίας κατετέθη είς τήν Βουλήν νομοσχέδιον διά τού όποίου τροποποιούνται διατάξεις τής ισχυούσης νομοθεσίας περί προστασίας τών πολεμιστών, θυμάτων πολέμου καί τών οίκογενειών αυτών. [585,268,938,300]
wage-value: 1.400.000 [790,932,837,943]
market-cell: Μικ.ΑΡ 7.000 [1246,1464,1377,1474]
clementis-text: ΛΟΝΔΙΝΟΝ, 28 (Τ.Ε. όπ.) – Τό κομμουνιστικόν κόμμα τής Τσεχοσλοβακίας άνεκοίνωσε τήν άποπομπήν τού Κλεμέντις, ό όποίος είναι ό πέμπτος κομμουνιστής ήγέτης όστις άπομακρύνεται άπό τό κόμμα. [1139,289,1590,321]
market-cell [1377,1424,1427,1434]
wage-value: 1.214.000 [881,893,927,904]
table-row [594,983,929,995]
kronstadt-text: Είς τό προσεχές φύλλον θά δημοσιεύσωμεν τήν ίστορίαν τής ναυτικής άνταρσίας τής Κρονστάνδης κατά τό έτος 1921. [944,869,1133,912]
table-row [1246,1385,1590,1395]
wage-grade: 1) Γενικός Διευθυντής [596,871,647,892]
film-headline: ΚΙΝΗΜΑΤΟΓΡΑΦΗΣΙΣ ΜΑΧΗΣ ΜΕ ΑΛΗΘΙΝΟΝ ΤΡΑΥΜΑΤΙΑΝ [615,407,907,434]
table-row [1246,1404,1590,1414]
sailing-date: 1 Μαρτίου [1013,1415,1063,1426]
market-cell [1377,1454,1427,1464]
conference-text: ΛΟΝΔΙΝΟΝ, Φεβρουάριος. Ή άνακοίνωσις ότι αί Δυτικαί Δυνάμεις θά άποδεχθούν τήν πρότασιν διά σύγκλησιν Τετραμερούς Διασκέψεως ένίσχυσε τάς έλπίδας διά τήν άρσιν τού άδιεξόδου. Οί διπλωματικοί κύκλοι θεωρούν ότι ή Μόσχα θά άπαντήση έντός τών προσεχών ήμερών. [1139,1017,1590,1065]
conference-signature: ΤΖΩΝ ΜΠΕΝΝΕΣΣΕΝ [1468,1281,1590,1293]
market-table [1245,1373,1590,1475]
credit-total-row [12,1431,383,1446]
market-text-2: Ή όλική άξία τών συναλλαγών άνήλθεν είς 1.371.445 δρ. Αί άξίαι σημείωσαν μικράς διακυμάνσεις. [1139,1529,1590,1550]
wage-grade: 5) Εισηγητής [596,949,655,960]
cyprus-headline: ΟΙ ΚΥΠΡΙΟΙ ΑΝΑΜΕΝΟΥΝ ΑΠΟ ΤΗΝ ΚΥΒΕΡΝΗΣΙΝ ΕΝΤΟΝΩΤΕΡΑΝ ΣΤΑΣΙΝ [944,100,1133,177]
veterans-text: Υπό τού Υπουργού τής Εργασίας κατετέθη είς τήν Βουλήν νομοσχέδιον διά τού όποίου τροποποιούνται διατάξεις τής ισχυούσης νομοθεσίας περί προστασίας τών πολεμιστών, θυμάτων πολέμου καί τών οίκογενειών αυτών. [585,304,938,336]
shipping-agent: ΑΦΡΟΔΙΣΙΑ — ΚΕΣΟΥΛΑΚΙΑ ΤΣΑΡΟΥΧΑΣ ΚΑΙ Κ. ΠΑΝΑΓΙΩΤΟΥ [950,1474,1127,1507]
conference-text: ΛΟΝΔΙΝΟΝ, Φεβρουάριος. Ή άνακοίνωσις ότι αί Δυτικαί Δυνάμεις θά άποδεχθούν τήν πρότασιν διά σύγκλησιν Τετραμερούς Διασκέψεως ένίσχυσε τάς έλπίδας διά τήν άρσιν τού άδιεξόδου. Οί διπλωματικοί κύκλοι θεωρούν ότι ή Μόσχα θά άπαντήση έντός τών προσεχών ήμερών. [1139,1069,1590,1117]
market-text-2: Ή όλική άξία τών συναλλαγών άνήλθεν είς 1.371.445 δρ. Αί άξίαι σημείωσαν μικράς διακυμάνσεις. [1139,1554,1590,1575]
ika-text: Αί ύβρισταί έν τή Βουλή δηλώσεις τού κ. Υπουργού τής Κυβερνήσεως καί αί άποφάσεις τής 25.2.51 πρός τήν Κυβέρνησιν τού ΙΚΑ έγένοντο άφορμή νά άνακινηθή τό ζήτημα τών άποδοχών τού προσωπικού τού Ιδρύματος. [594,1095,929,1143]
campaign-headline: Η ΕΚΣΤΡΑΤΕΙΑ ΤΟΥ ΘΥΜΑΤΩΝ ΤΗΣ «ΣΤΡΟΦΗΣ» [951,509,1126,536]
kronstadt-signature: LEONARD SCHAPIRO [1010,1054,1133,1066]
justice-headline: ΥΠΟΥΡΓΕΙΟΝ ΔΙΚΑΙΟΣΥΝΗΣ [401,1354,573,1398]
credit-row-value: 19.118 [267,1349,383,1363]
table-row [594,926,929,948]
table-row [12,1294,383,1308]
credit-row-value: 288.524 [267,1322,383,1336]
justice-signature: Ό Υπουργός ΗΛ. ΛΑΓΑΚΟΣ [424,1596,573,1608]
kronstadt-text: Είς τό προσεχές φύλλον θά δημοσιεύσωμεν τήν ίστορίαν τής ναυτικής άνταρσίας τής Κρονστάνδης κατά τό έτος 1921. [944,730,1133,773]
credit-total-value: 4.520.435 [267,1431,383,1446]
column-4 [944,100,1133,1521]
ika-text: Αί ύβρισταί έν τή Βουλή δηλώσεις τού κ. Υπουργού τής Κυβερνήσεως καί αί άποφάσεις τής 25.2.51 πρός τήν Κυβέρνησιν τού ΙΚΑ έγένοντο άφορμή νά άνακινηθή τό ζήτημα τών άποδοχών τού προσωπικού τού Ιδρύματος. [594,1043,929,1091]
ika-signature: Η ΑΠΕΡΓΙΑΚΗ ΕΠΙΤΡΟΠΗ [778,1562,929,1574]
column-rule [581,100,583,2304]
wage-value: 570.000 [799,996,837,1007]
table-row [1246,1454,1590,1464]
